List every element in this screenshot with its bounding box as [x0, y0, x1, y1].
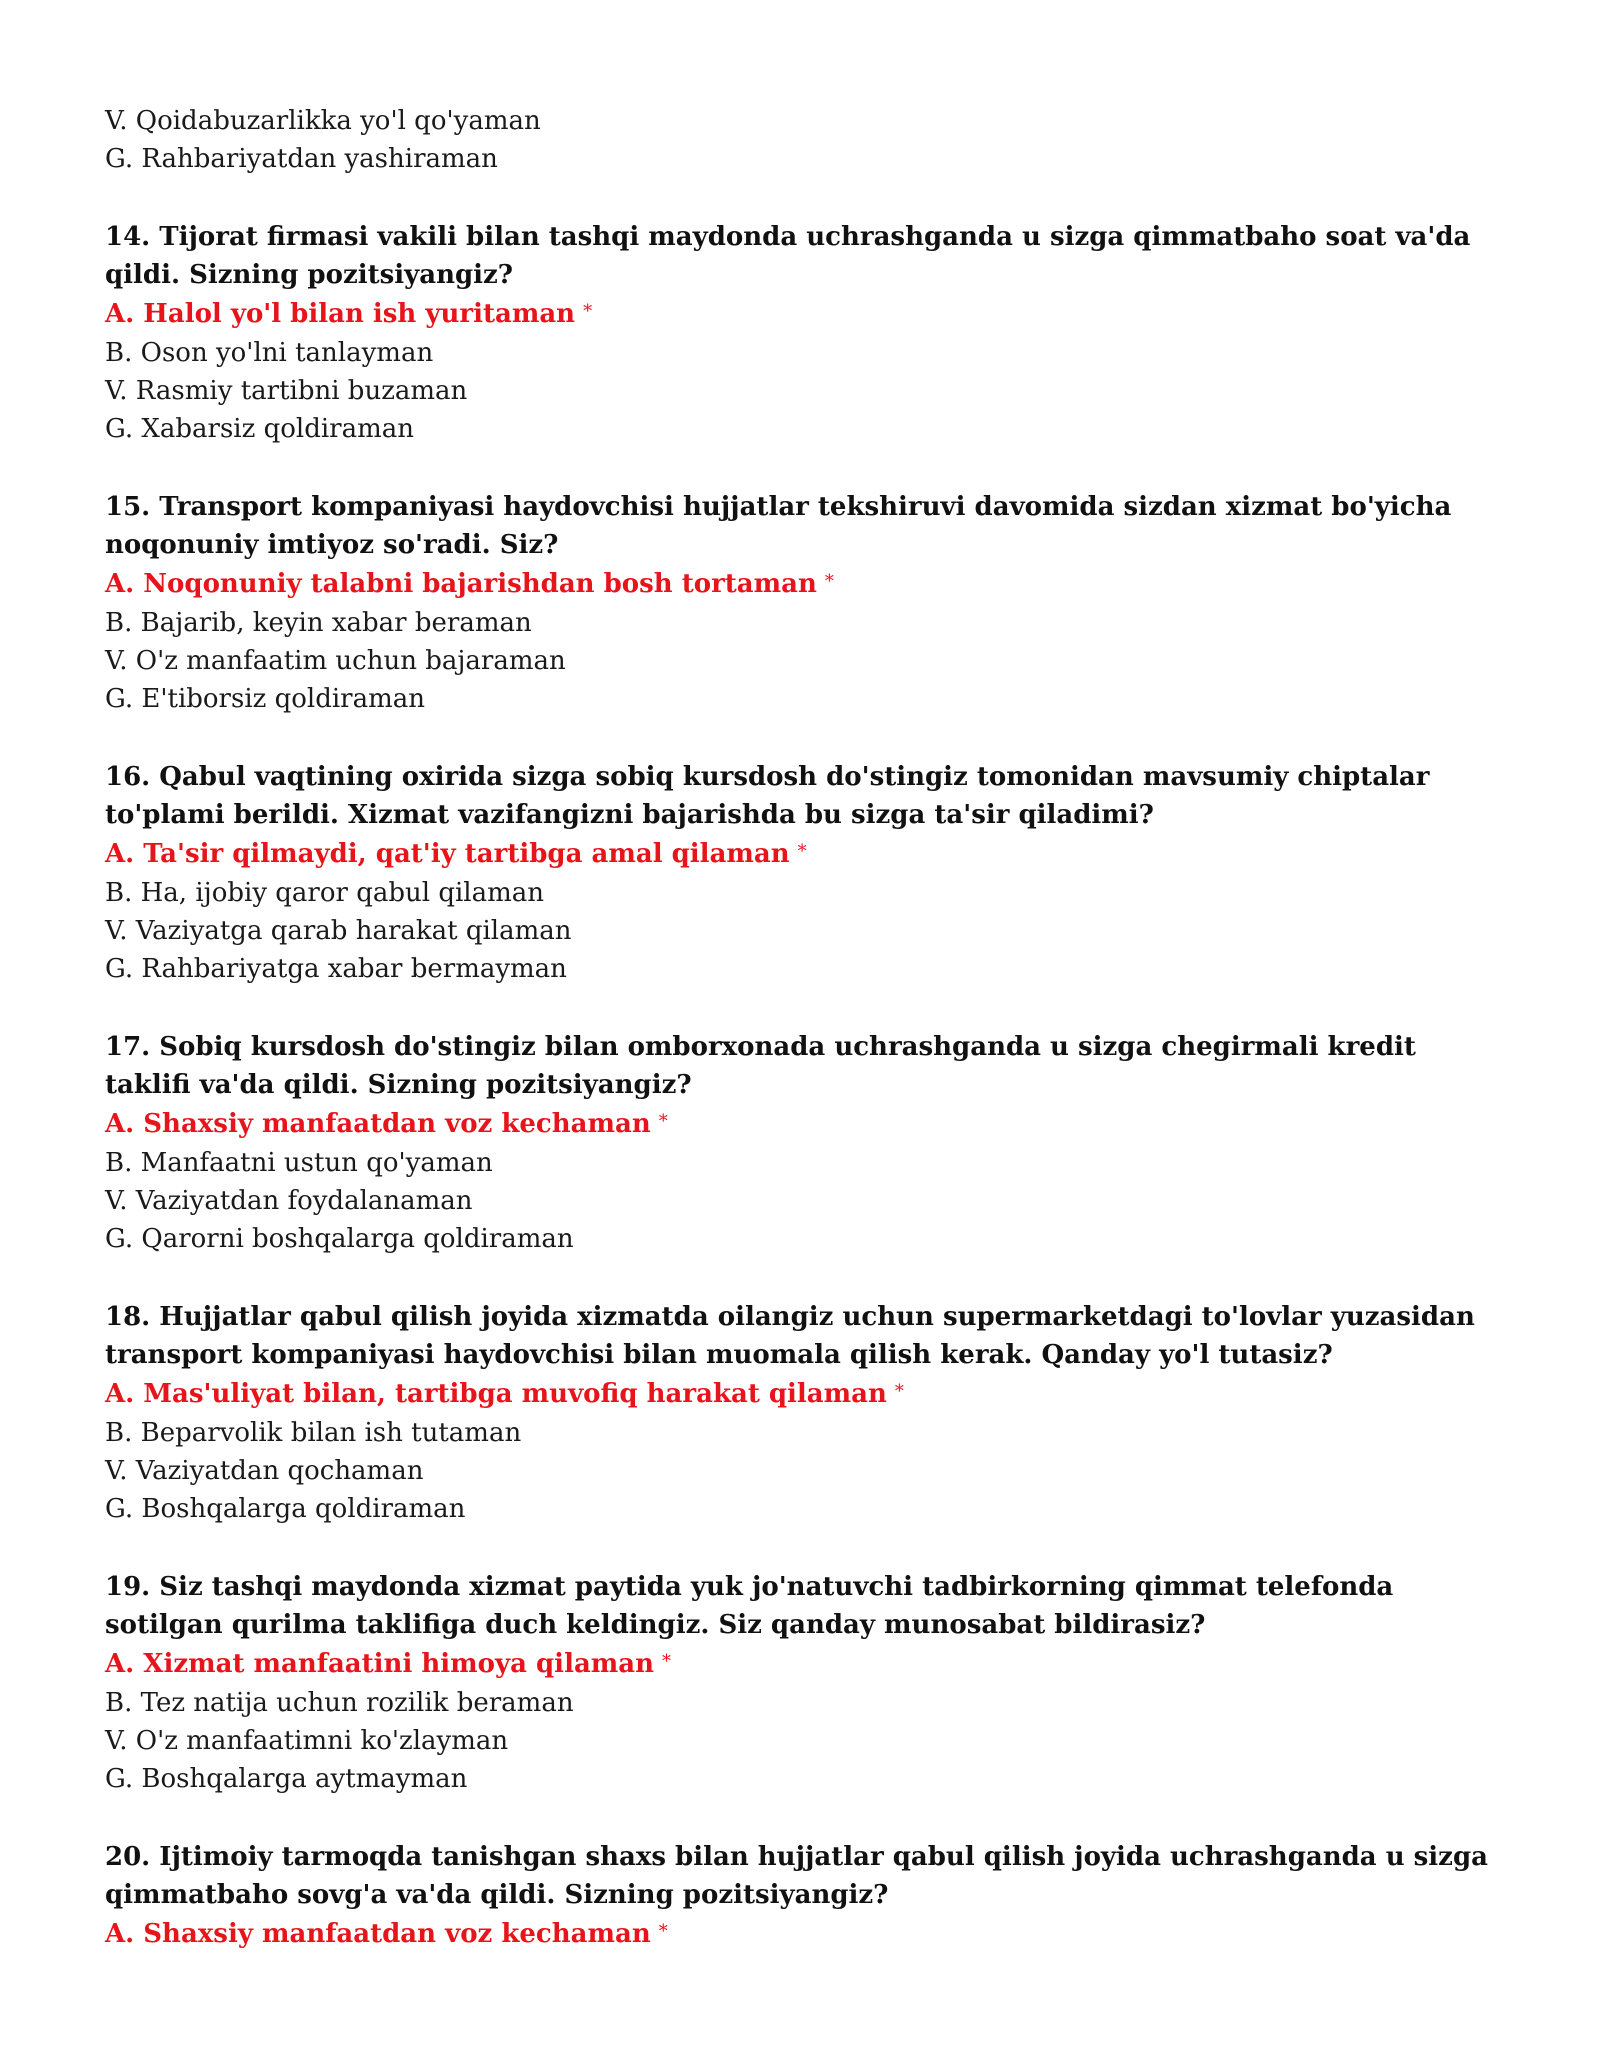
answer-option: B. Manfaatni ustun qo'yaman [105, 1148, 493, 1178]
answer-option: G. Xabarsiz qoldiraman [105, 414, 414, 444]
answer-option: V. Rasmiy tartibni buzaman [105, 376, 468, 406]
correct-answer [105, 1374, 1505, 1414]
correct-answer [105, 834, 1505, 874]
correct-answer-text: A. Noqonuniy talabni bajarishdan bosh tortaman [105, 569, 817, 599]
question-text: 18. Hujjatlar qabul qilish joyida xizmatda oilangiz uchun supermarketdagi to'lovlar yuzasidan transport kompaniyasi haydovchisi bilan muomala qilish kerak. Qanday yo'l tutasiz? [105, 1302, 1475, 1370]
answer-option: B. Bajarib, keyin xabar beraman [105, 608, 532, 638]
question-list [105, 218, 1505, 1954]
correct-marker-star: * [662, 1651, 672, 1672]
answer-option: B. Oson yo'lni tanlayman [105, 338, 434, 368]
correct-answer [105, 1644, 1505, 1684]
test-page [105, 102, 1505, 1954]
answer-option: G. Boshqalarga qoldiraman [105, 1494, 466, 1524]
correct-answer [105, 1914, 1505, 1954]
answer-option: V. Vaziyatdan qochaman [105, 1456, 424, 1486]
correct-marker-star: * [797, 841, 807, 862]
answer-option: B. Ha, ijobiy qaror qabul qilaman [105, 878, 544, 908]
question-block [105, 1028, 1505, 1258]
question-text: 15. Transport kompaniyasi haydovchisi hujjatlar tekshiruvi davomida sizdan xizmat bo'yicha noqonuniy imtiyoz so'radi. Siz? [105, 492, 1452, 560]
question-block [105, 218, 1505, 448]
correct-answer-text: A. Xizmat manfaatini himoya qilaman [105, 1649, 655, 1679]
question-block [105, 1568, 1505, 1798]
question-block [105, 1838, 1505, 1954]
correct-answer-text: A. Mas'uliyat bilan, tartibga muvofiq harakat qilaman [105, 1379, 887, 1409]
correct-marker-star: * [894, 1381, 904, 1402]
correct-answer-text: A. Halol yo'l bilan ish yuritaman [105, 299, 576, 329]
answer-option: G. E'tiborsiz qoldiraman [105, 684, 426, 714]
question-text: 19. Siz tashqi maydonda xizmat paytida yuk jo'natuvchi tadbirkorning qimmat telefonda sotilgan qurilma taklifiga duch keldingiz. Siz qanday munosabat bildirasiz? [105, 1572, 1394, 1640]
correct-answer [105, 564, 1505, 604]
correct-answer-text: A. Shaxsiy manfaatdan voz kechaman [105, 1109, 651, 1139]
question-text: 14. Tijorat firmasi vakili bilan tashqi maydonda uchrashganda u sizga qimmatbaho soat va'da qildi. Sizning pozitsiyangiz? [105, 222, 1471, 290]
correct-marker-star: * [824, 571, 834, 592]
correct-marker-star: * [658, 1111, 668, 1132]
question-block [105, 488, 1505, 718]
answer-option: G. Rahbariyatga xabar bermayman [105, 954, 567, 984]
answer-option: B. Beparvolik bilan ish tutaman [105, 1418, 522, 1448]
answer-option: B. Tez natija uchun rozilik beraman [105, 1688, 574, 1718]
option-g-q13: G. Rahbariyatdan yashiraman [105, 144, 498, 174]
correct-marker-star: * [658, 1921, 668, 1942]
question-block [105, 1298, 1505, 1528]
correct-marker-star: * [583, 301, 593, 322]
answer-option: G. Qarorni boshqalarga qoldiraman [105, 1224, 574, 1254]
question-text: 17. Sobiq kursdosh do'stingiz bilan omborxonada uchrashganda u sizga chegirmali kredit taklifi va'da qildi. Sizning pozitsiyangiz? [105, 1032, 1416, 1100]
question-text: 16. Qabul vaqtining oxirida sizga sobiq kursdosh do'stingiz tomonidan mavsumiy chiptalar to'plami berildi. Xizmat vazifangizni bajarishda bu sizga ta'sir qiladimi? [105, 762, 1430, 830]
correct-answer [105, 1104, 1505, 1144]
answer-option: V. Vaziyatdan foydalanaman [105, 1186, 473, 1216]
answer-option: V. O'z manfaatim uchun bajaraman [105, 646, 566, 676]
correct-answer-text: A. Ta'sir qilmaydi, qat'iy tartibga amal qilaman [105, 839, 790, 869]
answer-option: G. Boshqalarga aytmayman [105, 1764, 468, 1794]
answer-option: V. O'z manfaatimni ko'zlayman [105, 1726, 509, 1756]
correct-answer-text: A. Shaxsiy manfaatdan voz kechaman [105, 1919, 651, 1949]
option-v-q13: V. Qoidabuzarlikka yo'l qo'yaman [105, 106, 541, 136]
correct-answer [105, 294, 1505, 334]
answer-option: V. Vaziyatga qarab harakat qilaman [105, 916, 572, 946]
question-block [105, 758, 1505, 988]
question-text: 20. Ijtimoiy tarmoqda tanishgan shaxs bilan hujjatlar qabul qilish joyida uchrashganda u sizga qimmatbaho sovg'a va'da qildi. Sizning pozitsiyangiz? [105, 1842, 1488, 1910]
